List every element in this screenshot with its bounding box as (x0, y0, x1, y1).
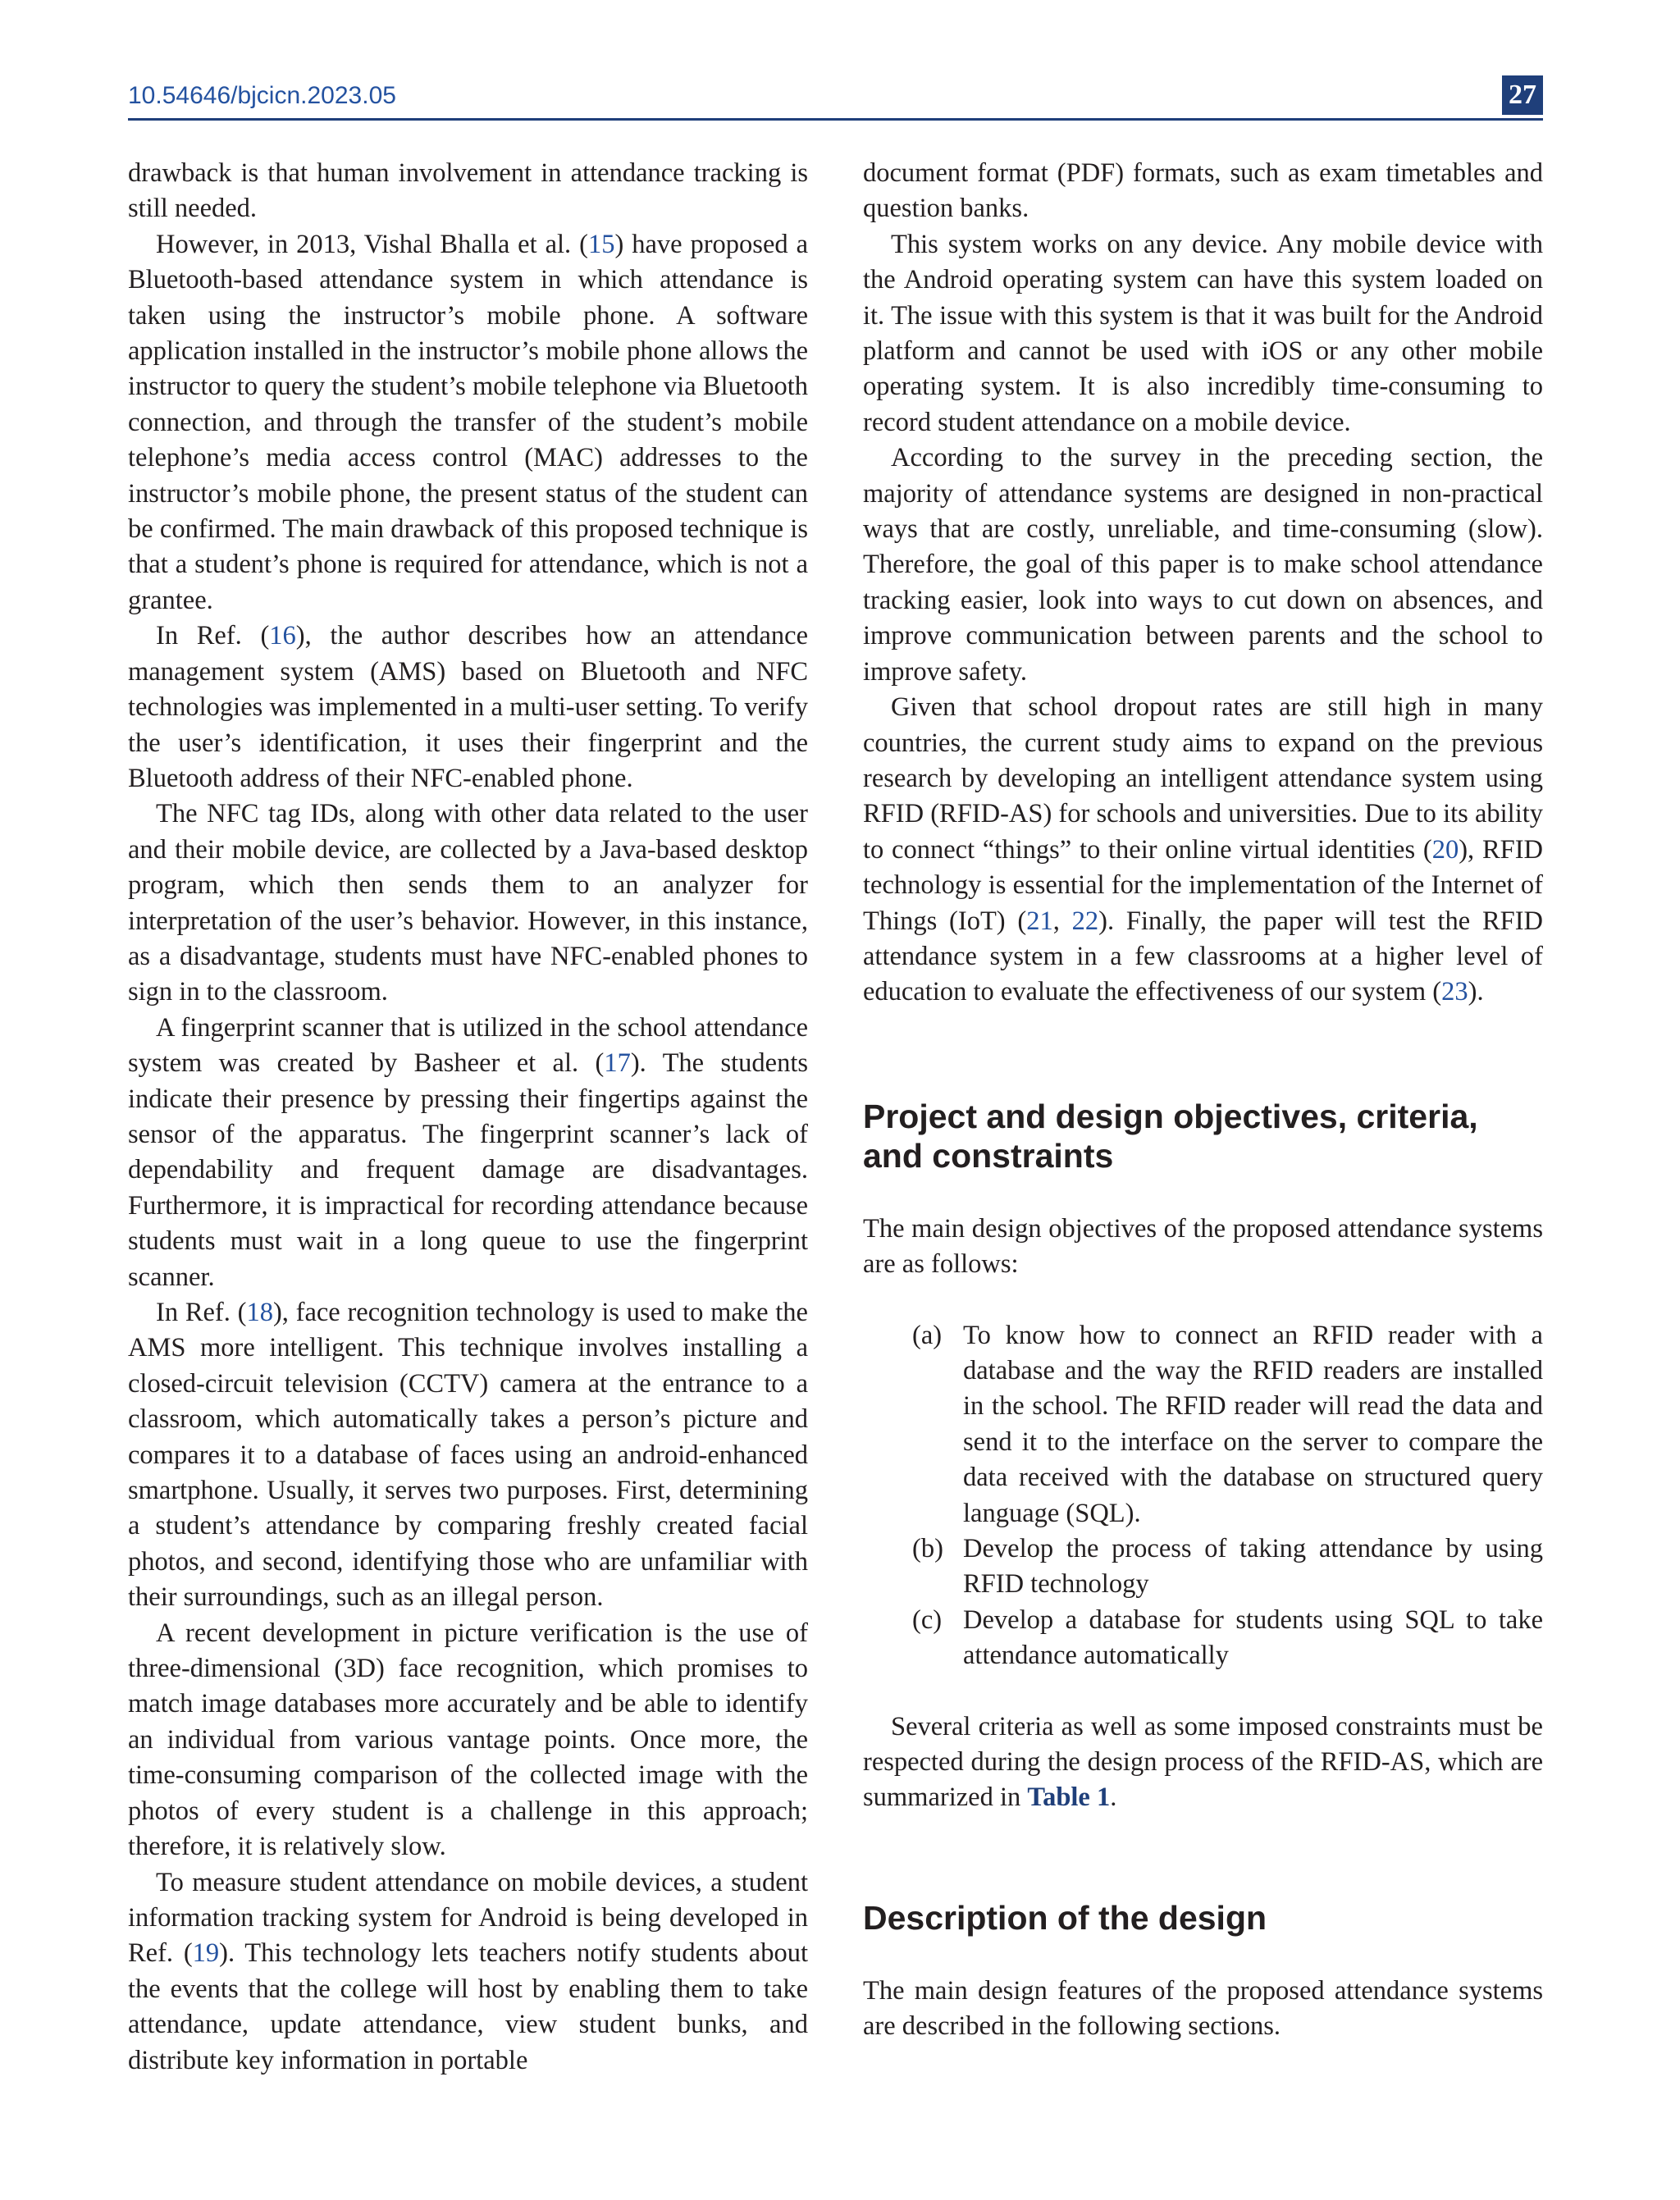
paragraph: The main design objectives of the proposed attendance systems are as follows: (863, 1213, 1543, 1280)
paragraph: A fingerprint scanner that is utilized in the school attendance system was created by Basheer et al. (17). The students indicate their presence by pressing their fingertips against the sensor of the apparatus. The fingerprint scanner’s lack of dependability and frequent damage are disadvantages. Furthermore, it is impractical for recording attendance because students must wait in a long queue to use the fingerprint scanner. (128, 1012, 809, 1292)
paragraph: Several criteria as well as some imposed constraints must be respected during the design process of the RFID-AS, which are summarized in Table 1. (863, 1711, 1543, 1813)
right-column (863, 156, 1543, 2045)
list-item: (a) To know how to connect an RFID reader with a database and the way the RFID readers are installed in the school. The RFID reader will read the data and send it to the interface on the server to compare the data received with the database on structured query language (SQL). (863, 1318, 1543, 1531)
paragraph: In Ref. (18), face recognition technology is used to make the AMS more intelligent. This technique involves installing a closed-circuit television (CCTV) camera at the entrance to a classroom, which automatically takes a person’s picture and compares it to a database of faces using an android-enhanced smartphone. Usually, it serves two purposes. First, determining a student’s attendance by comparing freshly created facial photos, and second, identifying those who are unfamiliar with their surroundings, such as an illegal person. (128, 1298, 808, 1613)
paragraph: The NFC tag IDs, along with other data related to the user and their mobile device, are collected by a Java-based desktop program, which then sends them to an analyzer for interpretation of the user’s behavior. However, in this instance, as a disadvantage, students must have NFC-enabled phones to sign in to the classroom. (128, 799, 808, 1007)
paragraph: However, in 2013, Vishal Bhalla et al. (15) have proposed a Bluetooth-based attendance system in which attendance is taken using the instructor’s mobile phone. A software application installed in the instructor’s mobile phone allows the instructor to query the student’s mobile telephone via Bluetooth connection, and through the transfer of the student’s mobile telephone’s media access control (MAC) addresses to the instructor’s mobile phone, the present status of the student can be confirmed. The main drawback of this proposed technique is that a student’s phone is required for attendance, which is not a grantee. (128, 229, 808, 615)
list-item: (c) Develop a database for students using SQL to take attendance automatically (863, 1603, 1543, 1674)
paragraph: A recent development in picture verification is the use of three-dimensional (3D) face recognition, which promises to match image databases more accurately and be able to identify an individual from various vantage points. Once more, the time-consuming comparison of the collected image with the photos of every student is a challenge in this approach; therefore, it is relatively slow. (128, 1618, 808, 1862)
paragraph: document format (PDF) formats, such as exam timetables and question banks. (863, 158, 1543, 224)
paragraph: According to the survey in the preceding section, the majority of attendance systems are designed in non-practical ways that are costly, unreliable, and time-consuming (slow). Therefore, the goal of this paper is to make school attendance tracking easier, look into ways to cut down on absences, and improve communication between parents and the school to improve safety. (863, 443, 1543, 687)
page-number: 27 (1502, 75, 1543, 115)
paragraph: To measure student attendance on mobile devices, a student information tracking system for Android is being developed in Ref. (19). This technology lets teachers notify students about the events that the college will host by enabling them to take attendance, update attendance, view student bunks, and distribute key information in portable (128, 1867, 808, 2075)
paragraph: The main design features of the proposed attendance systems are described in the following sections. (863, 1975, 1543, 2042)
citation-link[interactable]: 22 (1071, 906, 1099, 936)
citation-link[interactable]: 21 (1026, 906, 1053, 936)
left-column (128, 156, 808, 2079)
citation-link[interactable]: 17 (604, 1048, 631, 1079)
citation-link[interactable]: 20 (1431, 834, 1459, 865)
citation-link[interactable]: 18 (246, 1298, 273, 1327)
section-heading: Project and design objectives, criteria, and constraints (863, 1097, 1478, 1175)
objectives-list (863, 1318, 1543, 1674)
citation-link[interactable]: 23 (1441, 977, 1468, 1007)
paragraph: This system works on any device. Any mobile device with the Android operating system can have this system loaded on it. The issue with this system is that it was built for the Android platform and cannot be used with iOS or any other mobile operating system. It is also incredibly time-consuming to record student attendance on a mobile device. (863, 229, 1543, 437)
citation-link[interactable]: 15 (587, 229, 615, 259)
list-marker: (b) (912, 1534, 943, 1563)
citation-link[interactable]: 19 (192, 1938, 220, 1969)
table-link[interactable]: Table 1 (1027, 1782, 1111, 1813)
citation-link[interactable]: 16 (269, 621, 296, 651)
paragraph: Given that school dropout rates are still high in many countries, the current study aims to expand on the previous research by developing an intelligent attendance system using RFID (RFID-AS) for schools and universities. Due to its ability to connect “things” to their online virtual identities (20), RFID technology is essential for the implementation of the Internet of Things (IoT) (21, 22). Finally, the paper will test the RFID attendance system in a few classrooms at a higher level of education to evaluate the effectiveness of our system (23). (863, 692, 1543, 1007)
list-item: (b) Develop the process of taking attendance by using RFID technology (863, 1531, 1543, 1603)
page-header (128, 79, 1543, 121)
section-heading: Description of the design (863, 1898, 1267, 1937)
paragraph: drawback is that human involvement in attendance tracking is still needed. (128, 158, 808, 224)
paragraph: In Ref. (16), the author describes how an attendance management system (AMS) based on Bluetooth and NFC technologies was implemented in a multi-user setting. To verify the user’s identification, it uses their fingerprint and the Bluetooth address of their NFC-enabled phone. (128, 621, 808, 793)
doi-link[interactable]: 10.54646/bjcicn.2023.05 (128, 82, 396, 109)
list-marker: (a) (912, 1320, 943, 1350)
list-marker: (c) (912, 1604, 943, 1635)
